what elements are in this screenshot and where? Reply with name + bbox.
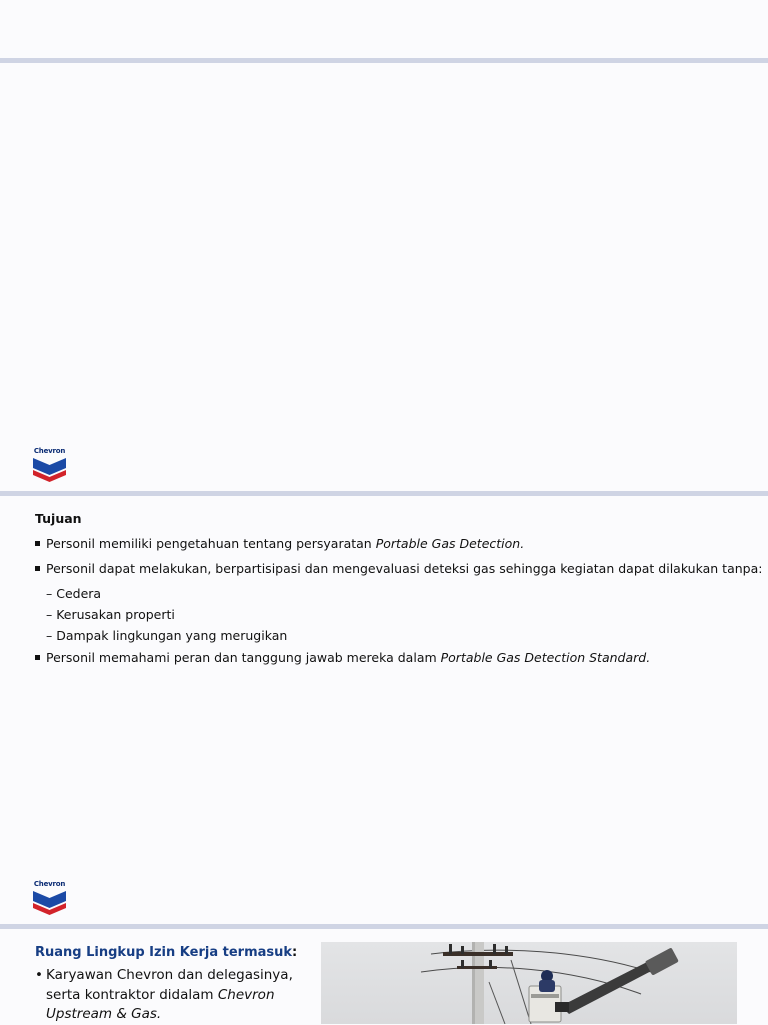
bullet-item: Personil dapat melakukan, berpartisipasi dan mengevaluasi deteksi gas sehingga kegiatan dapat dilakukan tanpa: (35, 561, 762, 576)
slide-divider-3 (0, 924, 768, 929)
bullet-item: • Karyawan Chevron dan delegasinya, serta kontraktor didalam Chevron Upstream & Gas. (35, 967, 293, 1022)
chevron-logo-wordmark: Chevron (33, 880, 66, 888)
slide-divider-2 (0, 491, 768, 496)
square-bullet-icon (35, 566, 40, 571)
bullet-dot: • (35, 967, 43, 983)
slide-title: Ruang Lingkup Izin Kerja termasuk: (35, 945, 298, 960)
sub-list-item: – Cedera (46, 586, 102, 601)
slide-title: Tujuan (35, 511, 82, 526)
slide-divider-1 (0, 58, 768, 63)
bullet-item: Personil memahami peran dan tanggung jawab mereka dalam Portable Gas Detection Standard. (35, 650, 650, 665)
chevron-logo (33, 880, 66, 916)
square-bullet-icon (35, 655, 40, 660)
sub-list-item: – Dampak lingkungan yang merugikan (46, 628, 288, 643)
chevron-logo-icon (33, 889, 66, 915)
utility-worker-photo (321, 942, 737, 1024)
chevron-logo-wordmark: Chevron (33, 447, 66, 455)
bucket-truck-pole-image (321, 942, 737, 1024)
bullet-item: Personil memiliki pengetahuan tentang persyaratan Portable Gas Detection. (35, 536, 524, 551)
chevron-logo (33, 447, 66, 483)
sub-list-item: – Kerusakan properti (46, 607, 175, 622)
chevron-logo-icon (33, 456, 66, 482)
square-bullet-icon (35, 541, 40, 546)
